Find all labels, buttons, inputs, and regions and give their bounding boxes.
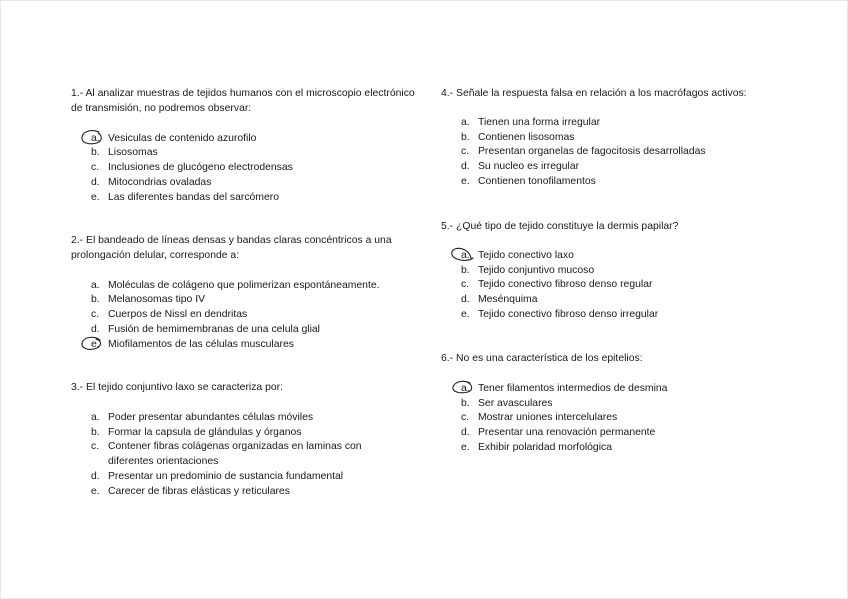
question-body: Al analizar muestras de tejidos humanos con el microscopio electrónico de transmisión, no podremos observar: xyxy=(71,88,415,114)
option-d[interactable] xyxy=(441,160,771,175)
option-letter: e. xyxy=(91,485,100,497)
options-list xyxy=(71,279,416,353)
option-a[interactable] xyxy=(441,249,771,264)
question-number: 3.- xyxy=(71,382,84,393)
option-c[interactable] xyxy=(71,161,416,176)
options-list xyxy=(71,132,416,206)
option-d[interactable] xyxy=(441,293,771,308)
option-text: Tejido conectivo laxo xyxy=(478,249,574,261)
question-body: ¿Qué tipo de tejido constituye la dermis papilar? xyxy=(456,221,679,232)
option-letter: b. xyxy=(461,264,470,276)
option-letter: a. xyxy=(91,279,100,291)
option-text: Mostrar uniones intercelulares xyxy=(478,412,618,424)
option-b[interactable] xyxy=(71,293,416,308)
option-text: Cuerpos de Nissl en dendritas xyxy=(108,309,248,321)
option-a[interactable] xyxy=(71,132,416,147)
question-text xyxy=(71,381,416,396)
option-e[interactable] xyxy=(71,338,416,353)
option-text: Tener filamentos intermedios de desmina xyxy=(478,382,668,394)
question-number: 1.- xyxy=(71,88,84,99)
question-number: 2.- xyxy=(71,235,84,246)
option-e[interactable] xyxy=(441,175,771,190)
question-body: Señale la respuesta falsa en relación a los macrófagos activos: xyxy=(456,88,747,99)
option-text: Moléculas de colágeno que polimerizan espontáneamente. xyxy=(108,279,380,291)
question-body: El bandeado de líneas densas y bandas claras concéntricos a una prolongación delular, corresponde a: xyxy=(71,235,392,261)
option-letter: e. xyxy=(91,191,100,203)
option-text: Melanosomas tipo IV xyxy=(108,294,206,306)
option-text: Contener fibras colágenas organizadas en laminas con diferentes orientaciones xyxy=(108,441,362,468)
option-letter: c. xyxy=(91,162,100,174)
option-text: Exhibir polaridad morfológica xyxy=(478,441,612,453)
option-letter: c. xyxy=(91,441,100,453)
option-text: Tienen una forma irregular xyxy=(478,116,601,128)
option-letter: d. xyxy=(91,323,100,335)
option-e[interactable] xyxy=(441,441,771,456)
options-list xyxy=(71,411,416,500)
option-a[interactable] xyxy=(441,382,771,397)
option-letter: a. xyxy=(461,249,470,261)
option-letter: e. xyxy=(91,338,100,350)
question-2 xyxy=(71,234,416,353)
option-b[interactable] xyxy=(71,146,416,161)
options-list xyxy=(441,382,771,456)
option-letter: c. xyxy=(461,146,470,158)
option-b[interactable] xyxy=(71,426,416,441)
option-text: Tejido conjuntivo mucoso xyxy=(478,264,595,276)
option-letter: c. xyxy=(461,412,470,424)
question-text xyxy=(71,87,416,117)
option-text: Inclusiones de glucógeno electrodensas xyxy=(108,162,293,174)
option-text: Carecer de fibras elásticas y reticulares xyxy=(108,485,290,497)
option-c[interactable] xyxy=(71,308,416,323)
option-text: Fusión de hemimembranas de una celula glial xyxy=(108,323,320,335)
option-letter: c. xyxy=(461,279,470,291)
option-letter: e. xyxy=(461,441,470,453)
option-a[interactable] xyxy=(71,279,416,294)
option-letter: b. xyxy=(461,131,470,143)
option-d[interactable] xyxy=(441,426,771,441)
question-text xyxy=(441,352,771,367)
option-text: Miofilamentos de las células musculares xyxy=(108,338,294,350)
option-e[interactable] xyxy=(441,308,771,323)
option-a[interactable] xyxy=(441,116,771,131)
option-letter: d. xyxy=(91,470,100,482)
question-body: No es una característica de los epitelios: xyxy=(456,353,643,364)
option-text: Presentar un predominio de sustancia fundamental xyxy=(108,470,344,482)
question-number: 5.- xyxy=(441,221,454,232)
option-text: Tejido conectivo fibroso denso irregular xyxy=(478,308,659,320)
option-text: Contienen tonofilamentos xyxy=(478,175,596,187)
question-4 xyxy=(441,87,771,190)
question-6 xyxy=(441,352,771,456)
option-letter: a. xyxy=(91,411,100,423)
question-body: El tejido conjuntivo laxo se caracteriza por: xyxy=(86,382,283,393)
options-list xyxy=(441,116,771,190)
option-text: Su nucleo es irregular xyxy=(478,161,580,173)
option-letter: d. xyxy=(461,427,470,439)
option-letter: b. xyxy=(91,294,100,306)
option-letter: a. xyxy=(461,382,470,394)
option-text: Mesénquima xyxy=(478,294,538,306)
option-text: Mitocondrias ovaladas xyxy=(108,176,212,188)
option-b[interactable] xyxy=(441,264,771,279)
option-e[interactable] xyxy=(71,191,416,206)
option-letter: a. xyxy=(461,116,470,128)
options-list xyxy=(441,249,771,323)
option-text: Presentar una renovación permanente xyxy=(478,427,656,439)
option-letter: e. xyxy=(461,175,470,187)
question-number: 6.- xyxy=(441,353,454,364)
option-letter: d. xyxy=(461,161,470,173)
option-d[interactable] xyxy=(71,176,416,191)
option-text: Presentan organelas de fagocitosis desarrolladas xyxy=(478,146,706,158)
option-e[interactable] xyxy=(71,485,416,500)
option-text: Ser avasculares xyxy=(478,397,553,409)
question-text xyxy=(71,234,416,264)
option-letter: e. xyxy=(461,308,470,320)
option-d[interactable] xyxy=(71,323,416,338)
question-3 xyxy=(71,381,416,500)
option-letter: d. xyxy=(91,176,100,188)
question-number: 4.- xyxy=(441,88,454,99)
option-text: Formar la capsula de glándulas y órganos xyxy=(108,426,302,438)
option-c[interactable] xyxy=(441,278,771,293)
option-letter: c. xyxy=(91,309,100,321)
option-text: Poder presentar abundantes células móviles xyxy=(108,411,314,423)
option-c[interactable] xyxy=(441,411,771,426)
option-letter: b. xyxy=(461,397,470,409)
option-letter: b. xyxy=(91,426,100,438)
option-text: Contienen lisosomas xyxy=(478,131,575,143)
option-b[interactable] xyxy=(441,397,771,412)
option-text: Las diferentes bandas del sarcómero xyxy=(108,191,279,203)
question-5 xyxy=(441,220,771,323)
option-text: Lisosomas xyxy=(108,147,158,159)
question-text xyxy=(441,87,771,102)
option-text: Vesiculas de contenido azurofilo xyxy=(108,132,257,144)
option-b[interactable] xyxy=(441,131,771,146)
question-1 xyxy=(71,87,416,206)
option-c[interactable] xyxy=(441,145,771,160)
option-letter: a. xyxy=(91,132,100,144)
option-d[interactable] xyxy=(71,470,416,485)
option-text: Tejido conectivo fibroso denso regular xyxy=(478,279,653,291)
option-letter: b. xyxy=(91,147,100,159)
option-a[interactable] xyxy=(71,411,416,426)
option-c[interactable] xyxy=(71,440,388,470)
question-text xyxy=(441,220,771,235)
option-letter: d. xyxy=(461,294,470,306)
